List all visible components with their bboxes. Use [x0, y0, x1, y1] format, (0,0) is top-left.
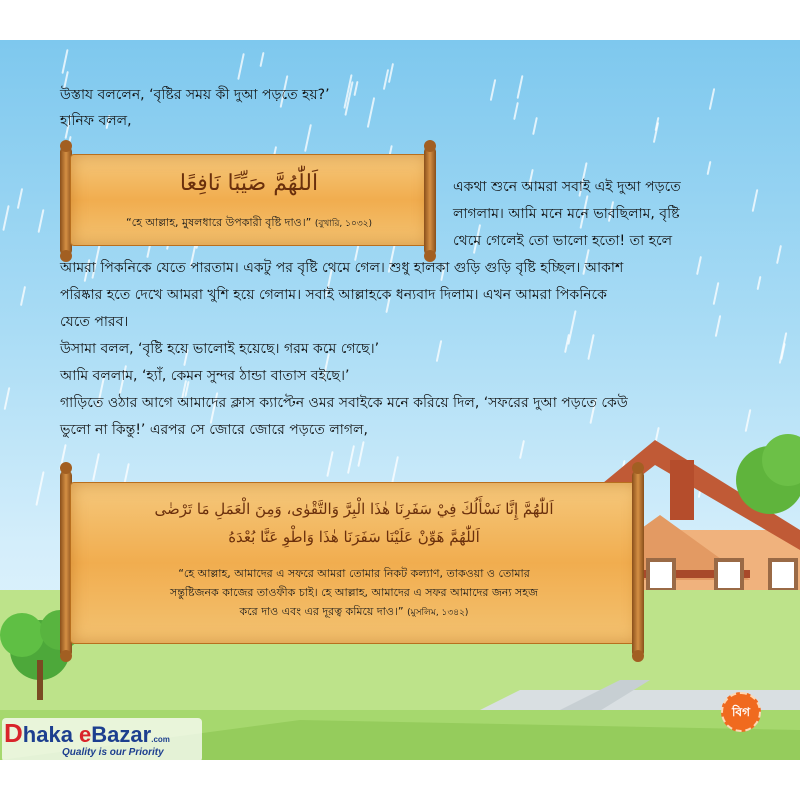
logo-letter-d: D: [4, 718, 23, 748]
logo-tagline: Quality is our Priority: [62, 747, 164, 758]
story-line-10: ভুলো না কিন্তু!’ এরপর সে জোরে জোরে পড়তে লাগল,: [60, 422, 368, 438]
logo-e: e: [79, 722, 92, 747]
rain-streak: [780, 343, 785, 360]
scroll-knob: [60, 140, 72, 152]
rain-streak: [20, 286, 26, 306]
scroll-knob: [632, 462, 644, 474]
scroll-rod-right: [632, 470, 644, 658]
rain-streak: [757, 276, 762, 290]
publisher-badge: [721, 692, 761, 732]
scroll-knob: [424, 140, 436, 152]
dua-scroll-rain: [60, 140, 445, 260]
rain-streak: [17, 188, 23, 209]
rain-streak: [776, 245, 782, 264]
dua-travel-translation-2: সন্তুষ্টিজনক কাজের তাওফীক চাই। হে আল্লাহ, আমাদের এ সফর আমাদের জন্য সহজ: [170, 586, 538, 599]
logo-com: .com: [151, 735, 170, 744]
rain-streak: [567, 310, 576, 345]
rain-streak: [4, 387, 11, 410]
rain-streak: [517, 75, 524, 99]
rain-streak: [38, 209, 45, 233]
dua-travel-translation-3: [76, 602, 632, 623]
rain-streak: [367, 97, 375, 128]
dua-travel-reference: (মুসলিম, ১৩৪২): [407, 608, 469, 618]
rain-streak: [259, 52, 264, 67]
rain-streak: [587, 334, 594, 360]
publisher-badge-label: বিগ: [732, 705, 750, 719]
dua-travel-arabic-2: اَللّٰهُمَّ هَوِّنْ عَلَيْنَا سَفَرَنَا هٰذَا وَاطْوِ عَنَّا بُعْدَهُ: [228, 528, 480, 546]
rain-streak: [353, 81, 358, 96]
rain-streak: [709, 88, 716, 110]
story-line-9: গাড়িতে ওঠার আগে আমাদের ক্লাস ক্যাপ্টেন ওমর সবাইকে মনে করিয়ে দিল, ‘সফরের দুআ পড়তে কেউ: [60, 395, 628, 411]
rain-streak: [696, 256, 702, 275]
scroll-knob: [60, 650, 72, 662]
logo-bazar: Bazar: [91, 722, 152, 747]
scroll-knob: [632, 650, 644, 662]
scroll-knob: [60, 462, 72, 474]
story-line-2: লাগলাম। আমি মনে মনে ভাবছিলাম, বৃষ্টি: [453, 206, 680, 222]
rain-streak: [490, 79, 497, 101]
rain-streak: [513, 102, 519, 120]
rain-streak: [707, 161, 712, 175]
book-page: [0, 40, 800, 760]
rain-streak: [436, 340, 443, 362]
intro-line-1: উস্তায বললেন, ‘বৃষ্টির সময় কী দুআ পড়তে হয়?’: [60, 87, 330, 103]
rain-streak: [752, 189, 759, 212]
dua-travel-arabic-1: اَللّٰهُمَّ إِنَّا نَسْأَلُكَ فِيْ سَفَرِنَا هٰذَا الْبِرَّ وَالتَّقْوٰى، وَمِنَ الْعَمَلِ مَا تَرْضٰى: [154, 500, 554, 518]
dua-travel-translation-1: “হে আল্লাহ, আমাদের এ সফরে আমরা তোমার নিকট কল্যাণ, তাকওয়া ও তোমার: [178, 567, 530, 580]
story-line-3: থেমে গেলেই তো ভালো হতো! তা হলে: [453, 233, 673, 249]
rain-streak: [35, 471, 44, 506]
story-line-6: যেতে পারব।: [60, 314, 129, 330]
scroll-rod-right: [424, 146, 436, 256]
story-line-8: আমি বললাম, ‘হ্যাঁ, কেমন সুন্দর ঠান্ডা বাতাস বইছে।’: [60, 368, 350, 384]
dua-rain-arabic: اَللّٰهُمَّ صَيِّبًا نَافِعًا: [179, 171, 319, 196]
rain-streak: [2, 205, 9, 231]
dua-scroll-travel: [60, 462, 655, 662]
story-line-7: উসামা বলল, ‘বৃষ্টি হয়ে ভালোই হয়েছে। গরম কমে গেছে।’: [60, 341, 380, 357]
rain-streak: [713, 282, 720, 305]
rain-streak: [237, 53, 245, 80]
story-line-4: আমরা পিকনিকে যেতে পারতাম। একটু পর বৃষ্টি থেমে গেল। শুধু হালকা গুড়ি গুড়ি বৃষ্টি হচ্ছিল। আকাশ: [60, 260, 624, 276]
logo-haka: haka: [22, 722, 80, 747]
rain-streak: [653, 122, 659, 143]
story-line-1: একথা শুনে আমরা সবাই এই দুআ পড়তে: [453, 179, 681, 195]
dua-rain-translation: [74, 214, 424, 233]
dua-rain-reference: (বুখারি, ১০৩২): [314, 219, 373, 229]
story-line-5: পরিষ্কার হতে দেখে আমরা খুশি হয়ে গেলাম। সবাই আল্লাহকে ধন্যবাদ দিলাম। এখন আমরা পিকনিকে: [60, 287, 607, 303]
dua-rain-translation-text: “হে আল্লাহ, মুষলধারে উপকারী বৃষ্টি দাও।”: [125, 216, 312, 229]
dua-travel-translation-3-text: করে দাও এবং এর দূরত্ব কমিয়ে দাও।”: [239, 605, 404, 618]
watermark-logo: [2, 718, 202, 762]
rain-streak: [715, 315, 722, 337]
intro-line-2: হানিফ বলল,: [60, 113, 132, 129]
rain-streak: [532, 117, 538, 135]
rain-streak: [388, 63, 394, 83]
